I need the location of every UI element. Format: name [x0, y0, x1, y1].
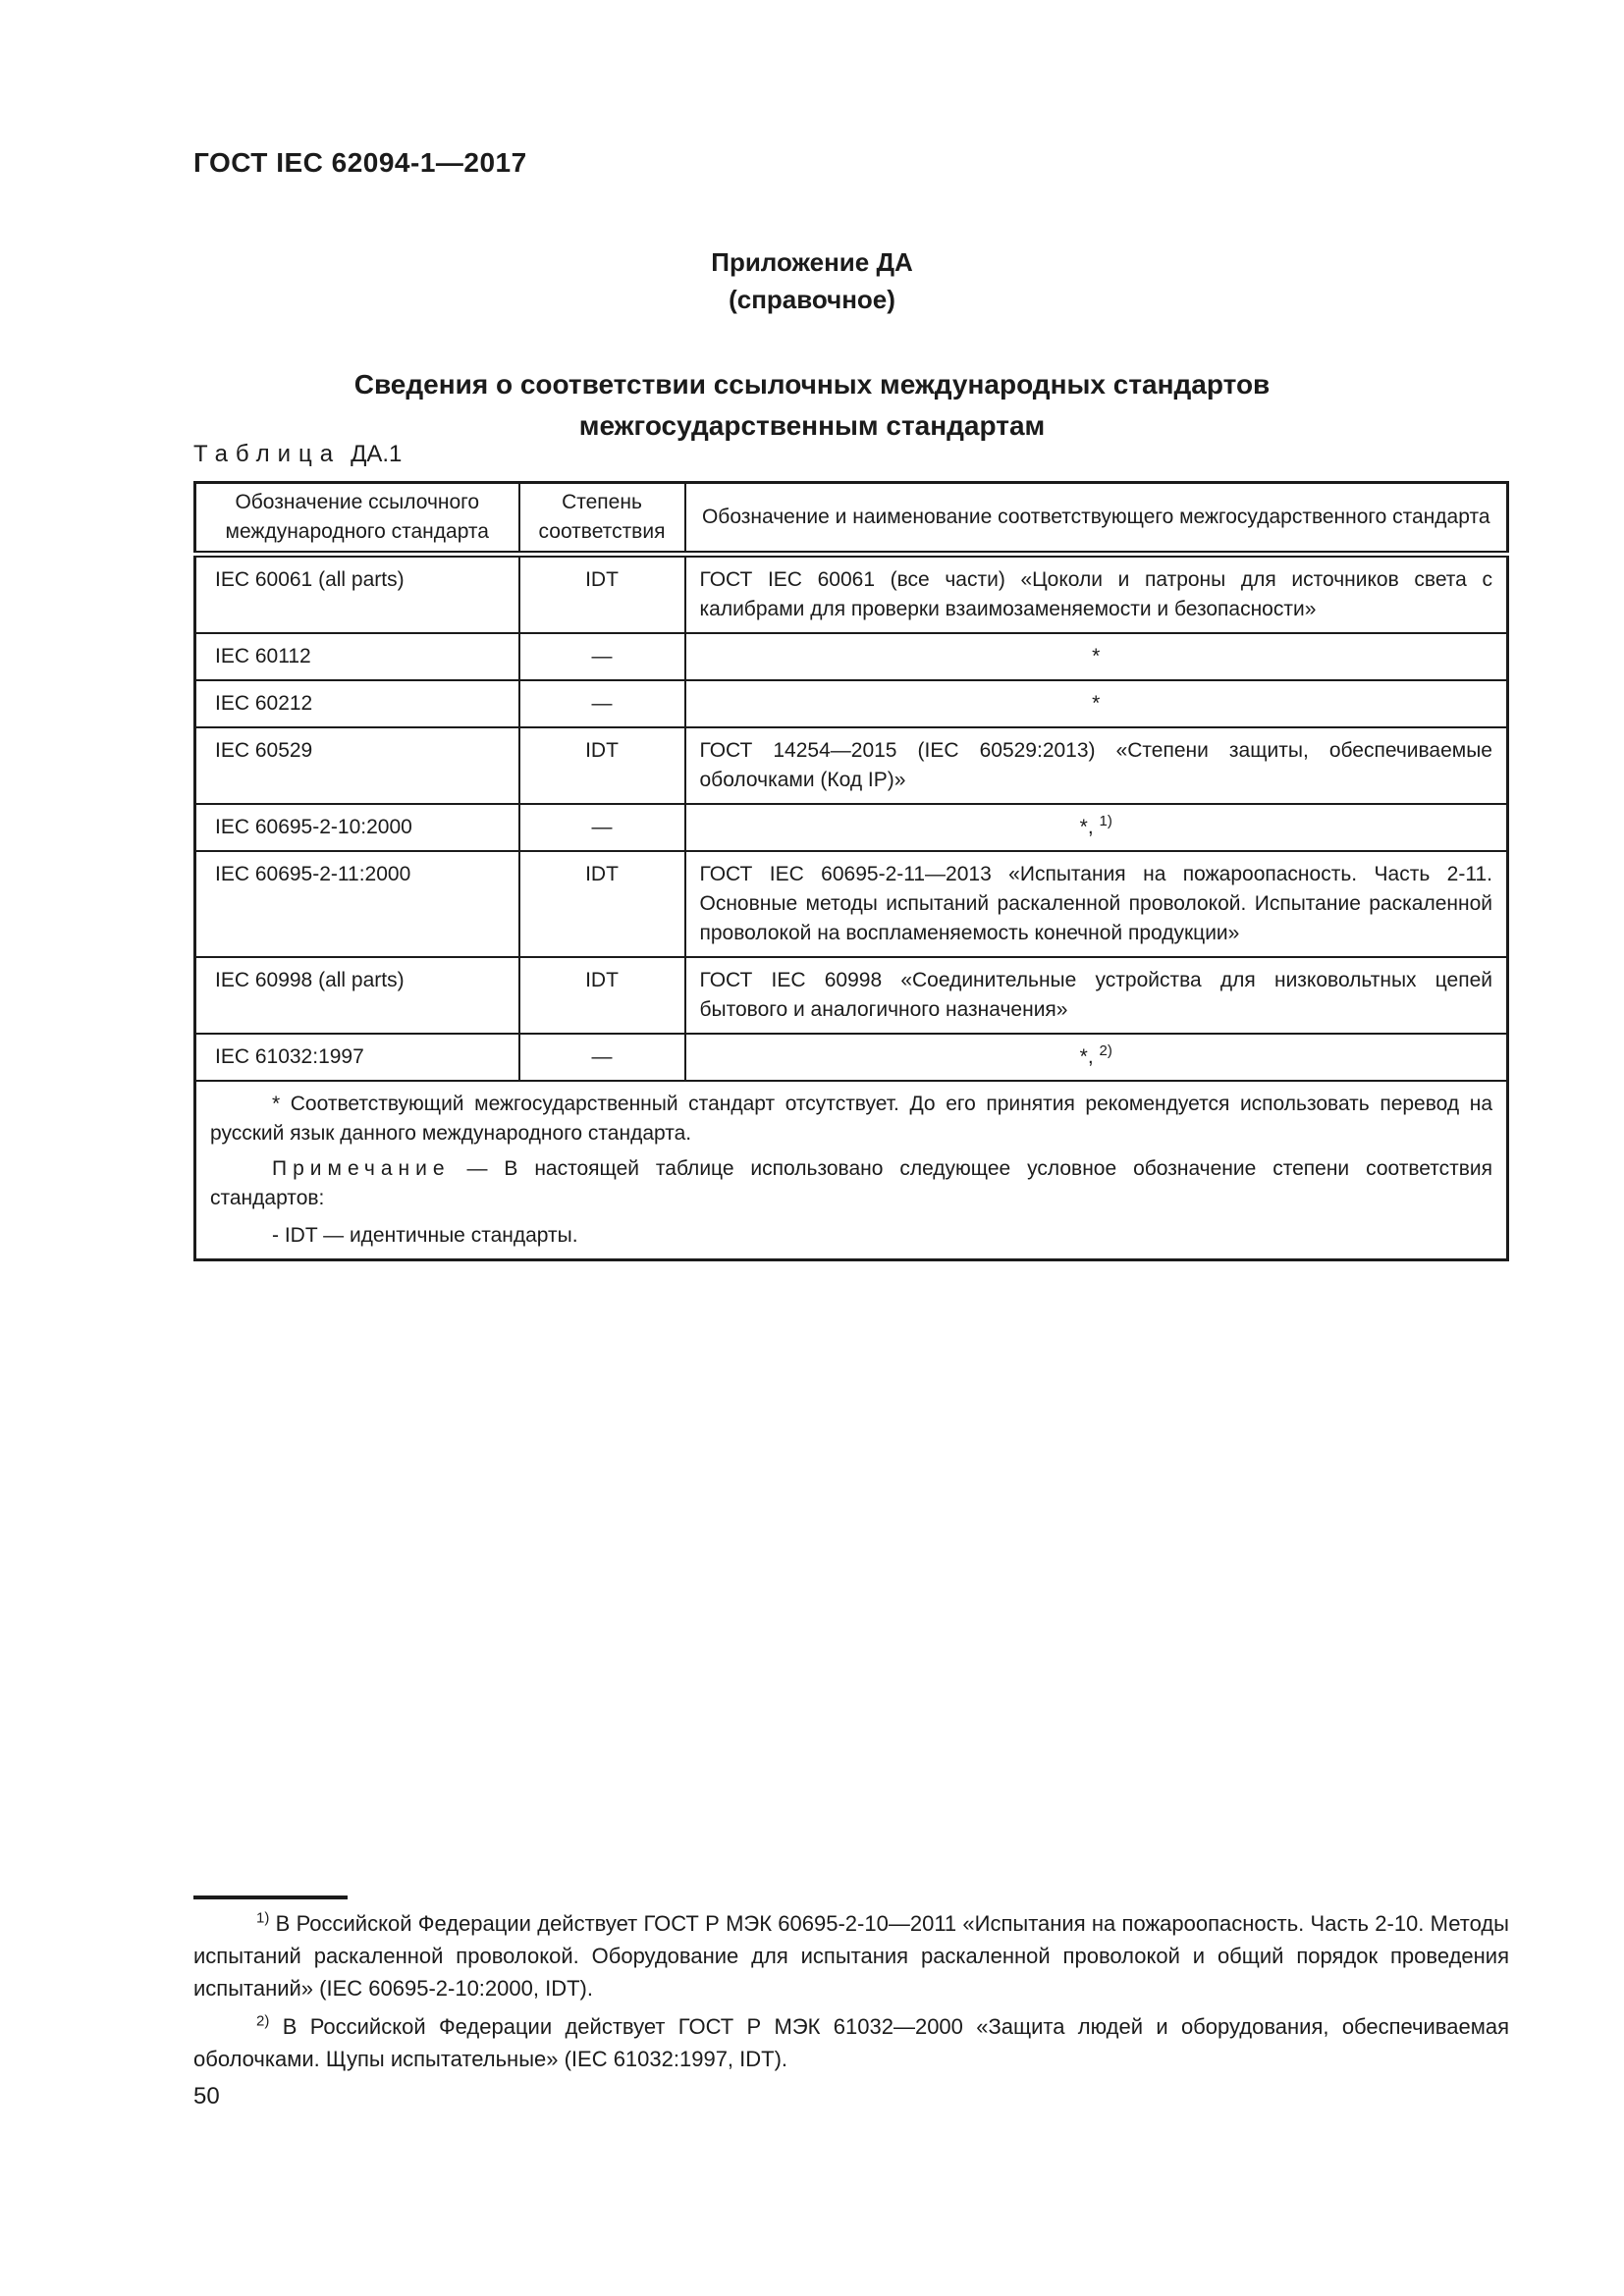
footnote-rule — [193, 1896, 348, 1899]
interstate-standard-cell — [685, 555, 1508, 634]
interstate-standard-text: ГОСТ 14254—2015 (IEC 60529:2013) «Степени защиты, обеспечиваемые оболочками (Код IP)» — [699, 739, 1492, 791]
appendix-subtitle: (справочное) — [729, 285, 895, 314]
interstate-standard-text: *, — [1079, 816, 1100, 838]
interstate-standard-text: * — [1092, 645, 1101, 667]
table-row — [195, 957, 1508, 1034]
footnote-reference-marker: 2) — [1099, 1042, 1112, 1059]
star-footnote: * Соответствующий межгосударственный стандарт отсутствует. До его принятия рекомендуется использовать перевод на русский язык данного международного стандарта. — [210, 1093, 1492, 1145]
section-heading-line1: Сведения о соответствии ссылочных международных стандартов — [353, 369, 1271, 400]
table-row — [195, 851, 1508, 957]
reference-standard-cell: IEC 60695-2-10:2000 — [195, 804, 519, 851]
footnote — [193, 2010, 1509, 2075]
interstate-standard-cell — [685, 1034, 1508, 1081]
footnote — [193, 1907, 1509, 2004]
degree-cell: — — [519, 804, 685, 851]
degree-cell: IDT — [519, 957, 685, 1034]
table-note-block — [195, 1081, 1508, 1260]
note-label: Примечание — [272, 1157, 451, 1180]
footnotes-block — [193, 1896, 1509, 2081]
reference-standard-cell: IEC 60695-2-11:2000 — [195, 851, 519, 957]
table-caption — [193, 441, 402, 468]
page-number: 50 — [193, 2083, 220, 2109]
reference-standard-cell: IEC 61032:1997 — [195, 1034, 519, 1081]
column-header-degree: Степень соответствия — [519, 483, 685, 555]
interstate-standard-text: ГОСТ IEC 60061 (все части) «Цоколи и патроны для источников света с калибрами для проверки взаимозаменяемости и безопасности» — [699, 568, 1492, 620]
table-row — [195, 804, 1508, 851]
table-header-row — [195, 483, 1508, 555]
table-note — [210, 1154, 1492, 1213]
table-row — [195, 680, 1508, 727]
document-header: ГОСТ IEC 62094-1—2017 — [193, 147, 527, 178]
footnote-marker: 2) — [256, 2012, 270, 2030]
reference-standard-cell: IEC 60529 — [195, 727, 519, 804]
degree-cell: — — [519, 633, 685, 680]
table-body — [195, 555, 1508, 1082]
interstate-standard-text: *, — [1079, 1045, 1100, 1068]
reference-standard-cell: IEC 60061 (all parts) — [195, 555, 519, 634]
degree-cell: IDT — [519, 727, 685, 804]
table-caption-number: ДА.1 — [351, 441, 403, 467]
table-row — [195, 555, 1508, 634]
section-heading — [0, 364, 1624, 447]
note-text: — В настоящей таблице использовано следующее условное обозначение степени соответствия стандартов: — [210, 1157, 1492, 1209]
interstate-standard-text: ГОСТ IEC 60998 «Соединительные устройства для низковольтных цепей бытового и аналогичного назначения» — [699, 969, 1492, 1021]
table-note-row — [195, 1081, 1508, 1260]
note-item: - IDT — идентичные стандарты. — [272, 1224, 578, 1247]
degree-cell: IDT — [519, 555, 685, 634]
table-note-cell — [195, 1081, 1508, 1260]
degree-cell: IDT — [519, 851, 685, 957]
column-header-interstate-standard: Обозначение и наименование соответствующего межгосударственного стандарта — [685, 483, 1508, 555]
interstate-standard-cell — [685, 633, 1508, 680]
section-heading-line2: межгосударственным стандартам — [578, 410, 1046, 441]
reference-standard-cell: IEC 60998 (all parts) — [195, 957, 519, 1034]
footnote-marker: 1) — [256, 1909, 270, 1927]
degree-cell: — — [519, 680, 685, 727]
footnote-reference-marker: 1) — [1099, 813, 1112, 829]
table-caption-word: Таблица — [193, 441, 342, 467]
table-header — [195, 483, 1508, 555]
interstate-standard-text: * — [1092, 692, 1101, 715]
interstate-standard-cell — [685, 727, 1508, 804]
table-row — [195, 727, 1508, 804]
table-row — [195, 1034, 1508, 1081]
appendix-title: Приложение ДА — [711, 247, 913, 277]
interstate-standard-cell — [685, 957, 1508, 1034]
interstate-standard-cell — [685, 851, 1508, 957]
footnote-text: В Российской Федерации действует ГОСТ Р МЭК 60695-2-10—2011 «Испытания на пожароопасность. Часть 2-10. Методы испытаний раскаленной проволокой. Оборудование для испытания раскаленной проволокой и общий порядок проведения испытаний» (IEC 60695-2-10:2000, IDT). — [193, 1911, 1509, 2001]
correspondence-table — [193, 481, 1509, 1261]
interstate-standard-cell — [685, 680, 1508, 727]
footnote-text: В Российской Федерации действует ГОСТ Р МЭК 61032—2000 «Защита людей и оборудования, обеспечиваемая оболочками. Щупы испытательные» (IEC 61032:1997, IDT). — [193, 2014, 1509, 2071]
degree-cell: — — [519, 1034, 685, 1081]
column-header-reference-standard: Обозначение ссылочного международного стандарта — [195, 483, 519, 555]
table-row — [195, 633, 1508, 680]
interstate-standard-text: ГОСТ IEC 60695-2-11—2013 «Испытания на пожароопасность. Часть 2-11. Основные методы испытаний раскаленной проволокой. Испытание раскаленной проволокой на воспламеняемость конечной продукции» — [699, 863, 1492, 944]
reference-standard-cell: IEC 60212 — [195, 680, 519, 727]
reference-standard-cell: IEC 60112 — [195, 633, 519, 680]
interstate-standard-cell — [685, 804, 1508, 851]
